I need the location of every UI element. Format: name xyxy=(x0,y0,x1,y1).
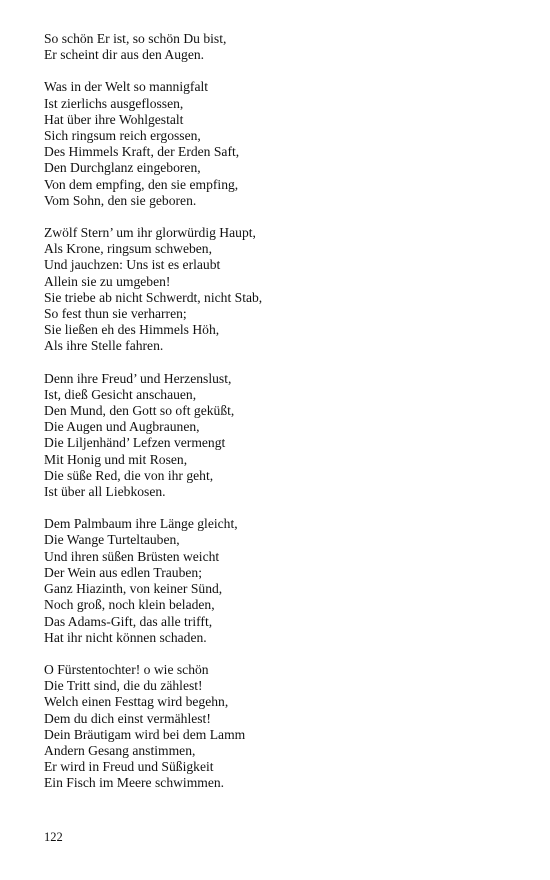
verse-line: Und ihren süßen Brüsten weicht xyxy=(44,548,220,564)
stanza-4 xyxy=(44,371,524,501)
stanza-6 xyxy=(44,662,524,792)
verse-line: Dem du dich einst vermählest! xyxy=(44,710,211,726)
verse-line: Allein sie zu umgeben! xyxy=(44,273,171,289)
verse-line: Er scheint dir aus den Augen. xyxy=(44,47,205,63)
verse-line: Als Krone, ringsum schweben, xyxy=(44,241,213,257)
verse-line: Den Durchglanz eingeboren, xyxy=(44,160,201,176)
verse-line: Die Wange Turteltauben, xyxy=(44,532,180,548)
verse-line: Die Augen und Augbraunen, xyxy=(44,419,200,435)
verse-line: O Fürstentochter! o wie schön xyxy=(44,661,209,677)
verse-line: Andern Gesang anstimmen, xyxy=(44,742,196,758)
verse-line: Hat über ihre Wohlgestalt xyxy=(44,111,184,127)
stanza-2 xyxy=(44,79,524,209)
verse-line: Von dem empfing, den sie empfing, xyxy=(44,176,239,192)
verse-line: Dein Bräutigam wird bei dem Lamm xyxy=(44,726,246,742)
verse-line: Als ihre Stelle fahren. xyxy=(44,338,164,354)
verse-line: Ist zierlichs ausgeflossen, xyxy=(44,95,184,111)
verse-line: Mit Honig und mit Rosen, xyxy=(44,451,188,467)
verse-line: Sie triebe ab nicht Schwerdt, nicht Stab, xyxy=(44,289,263,305)
verse-line: Dem Palmbaum ihre Länge gleicht, xyxy=(44,516,238,532)
stanza-5 xyxy=(44,516,524,646)
verse-line: Vom Sohn, den sie geboren. xyxy=(44,192,197,208)
verse-line: Und jauchzen: Uns ist es erlaubt xyxy=(44,257,221,273)
verse-line: So fest thun sie verharren; xyxy=(44,306,187,322)
poem-body xyxy=(44,31,524,808)
page-number: 122 xyxy=(44,830,63,844)
verse-line: Ist über all Liebkosen. xyxy=(44,484,166,500)
verse-line: Das Adams-Gift, das alle trifft, xyxy=(44,613,213,629)
verse-line: Der Wein aus edlen Trauben; xyxy=(44,564,202,580)
verse-line: Was in der Welt so mannigfalt xyxy=(44,79,209,95)
stanza-1 xyxy=(44,31,524,63)
verse-line: Ein Fisch im Meere schwimmen. xyxy=(44,775,225,791)
verse-line: Den Mund, den Gott so oft geküßt, xyxy=(44,403,235,419)
verse-line: Noch groß, noch klein beladen, xyxy=(44,597,215,613)
verse-line: Ist, dieß Gesicht anschauen, xyxy=(44,386,197,402)
verse-line: Ganz Hiazinth, von keiner Sünd, xyxy=(44,581,223,597)
verse-line: Sich ringsum reich ergossen, xyxy=(44,128,201,144)
verse-line: Sie ließen eh des Himmels Höh, xyxy=(44,322,220,338)
verse-line: So schön Er ist, so schön Du bist, xyxy=(44,31,227,46)
verse-line: Denn ihre Freud’ und Herzenslust, xyxy=(44,370,232,386)
verse-line: Die Liljenhänd’ Lefzen vermengt xyxy=(44,435,226,451)
verse-line: Welch einen Festtag wird begehn, xyxy=(44,694,229,710)
verse-line: Er wird in Freud und Süßigkeit xyxy=(44,759,214,775)
verse-line: Hat ihr nicht können schaden. xyxy=(44,629,207,645)
stanza-3 xyxy=(44,225,524,355)
verse-line: Die Tritt sind, die du zählest! xyxy=(44,678,203,694)
verse-line: Die süße Red, die von ihr geht, xyxy=(44,467,214,483)
verse-line: Zwölf Stern’ um ihr glorwürdig Haupt, xyxy=(44,225,256,241)
verse-line: Des Himmels Kraft, der Erden Saft, xyxy=(44,144,240,160)
